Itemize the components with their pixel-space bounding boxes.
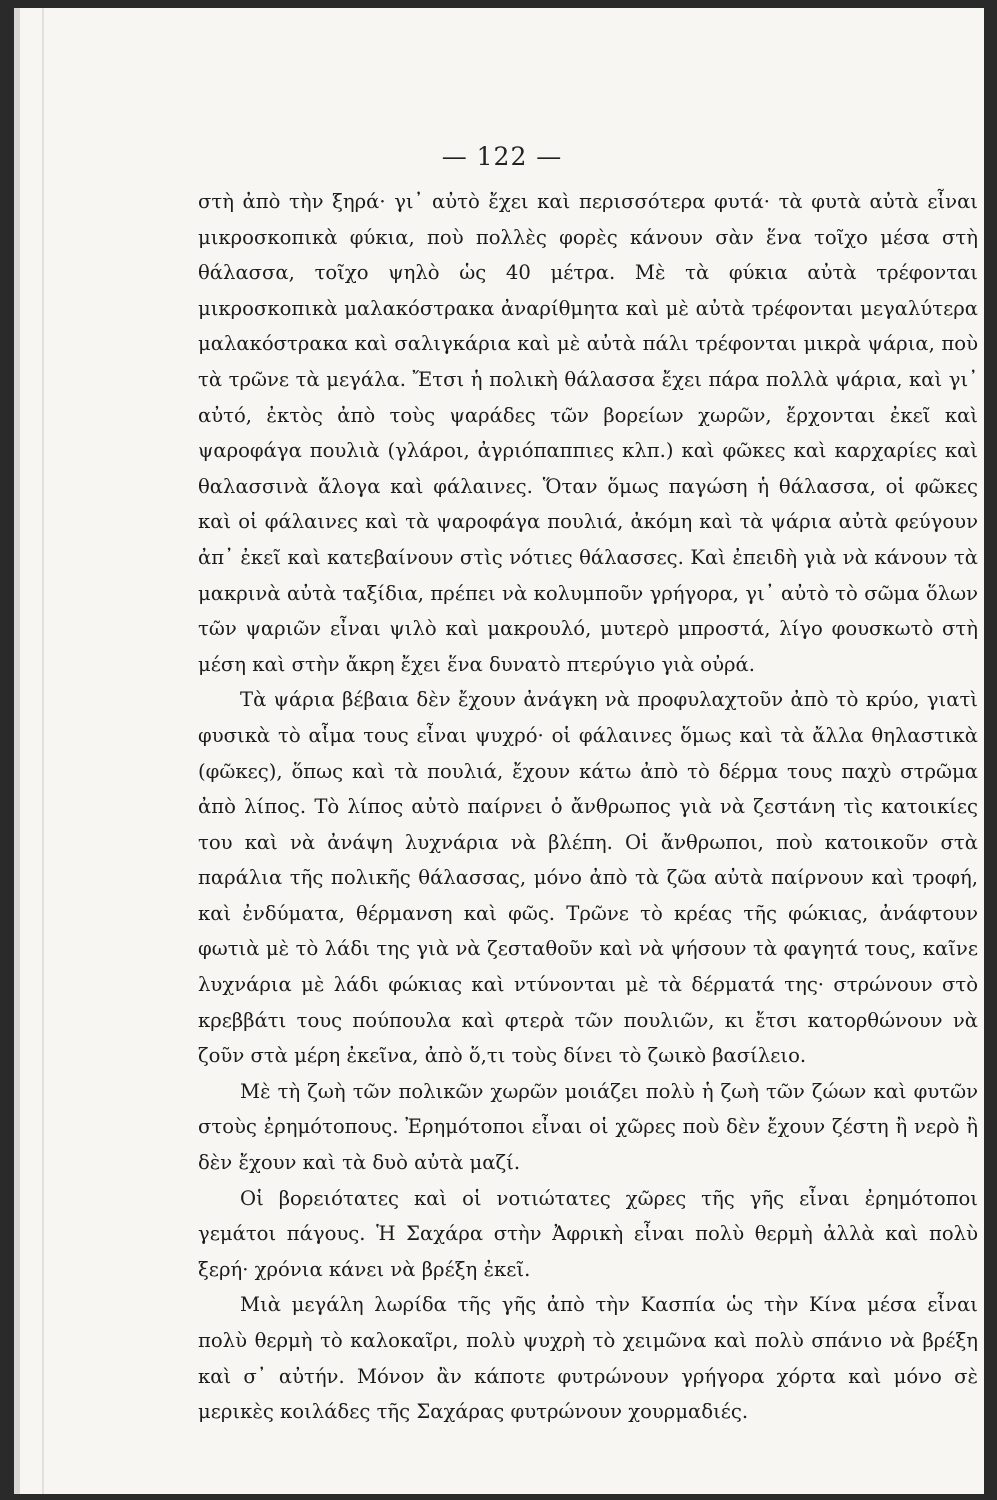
paragraph-1: στὴ ἀπὸ τὴν ξηρά· γι᾿ αὐτὸ ἔχει καὶ περισσότερα φυτά· τὰ φυτὰ αὐτὰ εἶναι μικροσκοπικὰ φύκια, ποὺ πολλὲς φορὲς κάνουν σὰν ἕνα τοῖχο μέσα στὴ θάλασσα, τοῖχο ψηλὸ ὡς 40 μέτρα. Μὲ τὰ φύκια αὐτὰ τρέφονται μικροσκοπικὰ μαλακόστρακα ἀναρίθμητα καὶ μὲ αὐτὰ τρέφονται μεγαλύτερα μαλακόστρακα καὶ σαλιγκάρια καὶ μὲ αὐτὰ πάλι τρέφονται μικρὰ ψάρια, ποὺ τὰ τρῶνε τὰ μεγάλα. Ἔτσι ἡ πολικὴ θάλασσα ἔχει πάρα πολλὰ ψάρια, καὶ γι᾿ αὐτό, ἐκτὸς ἀπὸ τοὺς ψαράδες τῶν βορείων χωρῶν, ἔρχονται ἐκεῖ καὶ ψαροφάγα πουλιὰ (γλάροι, ἀγριόπαππιες κλπ.) καὶ φῶκες καὶ καρχαρίες καὶ θαλασσινὰ ἄλογα καὶ φάλαινες. Ὅταν ὅμως παγώση ἡ θάλασσα, οἱ φῶκες καὶ οἱ φάλαινες καὶ τὰ ψαροφάγα πουλιά, ἀκόμη καὶ τὰ ψάρια αὐτὰ φεύγουν ἀπ᾿ ἐκεῖ καὶ κατεβαίνουν στὶς νότιες θάλασσες. Καὶ ἐπειδὴ γιὰ νὰ κάνουν τὰ μακρινὰ αὐτὰ ταξίδια, πρέπει νὰ κολυμποῦν γρήγορα, γι᾿ αὐτὸ τὸ σῶμα ὅλων τῶν ψαριῶν εἶναι ψιλὸ καὶ μακρουλό, μυτερὸ μπροστά, λίγο φουσκωτὸ στὴ μέση καὶ στὴν ἄκρη ἔχει ἕνα δυνατὸ πτερύγιο γιὰ οὐρά. <box>198 190 978 676</box>
paragraph-4: Οἱ βορειότατες καὶ οἱ νοτιώτατες χῶρες τῆς γῆς εἶναι ἐρημότοποι γεμάτοι πάγους. Ἡ Σαχάρα στὴν Ἀφρικὴ εἶναι πολὺ θερμὴ ἀλλὰ καὶ πολὺ ξερή· χρόνια κάνει νὰ βρέξη ἐκεῖ. <box>198 1186 978 1281</box>
page-fold-edge <box>42 8 44 1494</box>
book-page <box>14 8 984 1494</box>
page-number: — 122 — <box>441 142 563 171</box>
paragraph-3: Μὲ τὴ ζωὴ τῶν πολικῶν χωρῶν μοιάζει πολὺ ἡ ζωὴ τῶν ζώων καὶ φυτῶν στοὺς ἐρημότοπους. Ἐρημότοποι εἶναι οἱ χῶρες ποὺ δὲν ἔχουν ζέστη ἢ νερὸ ἢ δὲν ἔχουν καὶ τὰ δυὸ αὐτὰ μαζί. <box>198 1079 978 1175</box>
paragraph-2: Τὰ ψάρια βέβαια δὲν ἔχουν ἀνάγκη νὰ προφυλαχτοῦν ἀπὸ τὸ κρύο, γιατὶ φυσικὰ τὸ αἷμα τους εἶναι ψυχρό· οἱ φάλαινες ὅμως καὶ τὰ ἄλλα θηλαστικὰ (φῶκες), ὅπως καὶ τὰ πουλιά, ἔχουν κάτω ἀπὸ τὸ δέρμα τους παχὺ στρῶμα ἀπὸ λίπος. Τὸ λίπος αὐτὸ παίρνει ὁ ἄνθρωπος γιὰ νὰ ζεστάνη τὶς κατοικίες του καὶ νὰ ἀνάψη λυχνάρια νὰ βλέπη. Οἱ ἄνθρωποι, ποὺ κατοικοῦν στὰ παράλια τῆς πολικῆς θάλασσας, μόνο ἀπὸ τὰ ζῶα αὐτὰ παίρνουν καὶ τροφή, καὶ ἐνδύματα, θέρμανση καὶ φῶς. Τρῶνε τὸ κρέας τῆς φώκιας, ἀνάφτουν φωτιὰ μὲ τὸ λάδι της γιὰ νὰ ζεσταθοῦν καὶ νὰ ψήσουν τὰ φαγητά τους, καῖνε λυχνάρια μὲ λάδι φώκιας καὶ ντύνονται μὲ τὰ δέρματά της· στρώνουν στὸ κρεββάτι τους πούπουλα καὶ φτερὰ τῶν πουλιῶν, κι ἔτσι κατορθώνουν νὰ ζοῦν στὰ μέρη ἐκεῖνα, ἀπὸ ὅ,τι τοὺς δίνει τὸ ζωικὸ βασίλειο. <box>198 688 978 1068</box>
paragraph-5: Μιὰ μεγάλη λωρίδα τῆς γῆς ἀπὸ τὴν Κασπία ὡς τὴν Κίνα μέσα εἶναι πολὺ θερμὴ τὸ καλοκαῖρι, πολὺ ψυχρὴ τὸ χειμῶνα καὶ πολὺ σπάνιο νὰ βρέξη καὶ σ᾿ αὐτήν. Μόνον ἂν κάποτε φυτρώνουν γρήγορα χόρτα καὶ μόνο σὲ μερικὲς κοιλάδες τῆς Σαχάρας φυτρώνουν χουρμαδιές. <box>198 1293 978 1424</box>
body-text <box>198 184 978 1430</box>
